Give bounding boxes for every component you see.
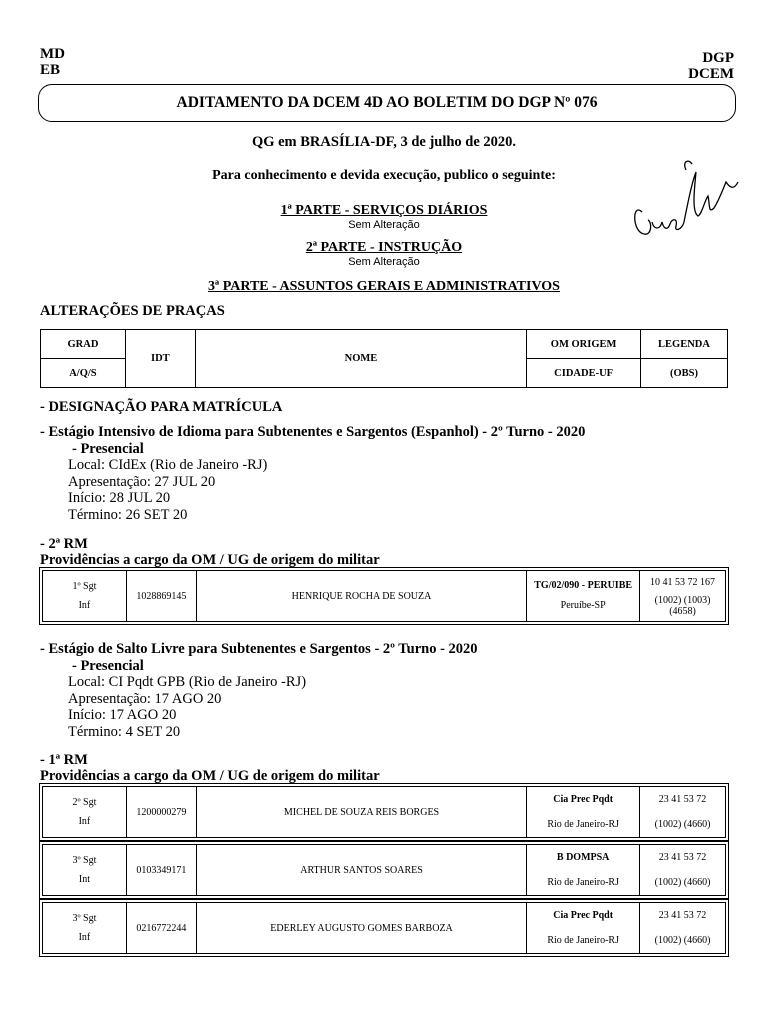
part-2 xyxy=(0,240,768,268)
course-1-termino: Término: 26 SET 20 xyxy=(68,506,188,523)
record-nome: HENRIQUE ROCHA DE SOUZA xyxy=(196,571,526,622)
record-om-cidade xyxy=(527,787,640,838)
record-cidade: Peruíbe-SP xyxy=(560,600,606,611)
record-aqs: Inf xyxy=(78,932,91,943)
record-om-cidade xyxy=(527,845,640,896)
record-om: Cia Prec Pqdt xyxy=(553,910,614,921)
record-grad: 2º Sgt xyxy=(72,797,97,808)
record-grad-aqs xyxy=(43,845,127,896)
record-nome: ARTHUR SANTOS SOARES xyxy=(196,845,526,896)
legend-nome: NOME xyxy=(195,330,526,388)
course-1 xyxy=(40,424,740,523)
course-2-region-block xyxy=(40,752,380,784)
record-aqs: Inf xyxy=(78,816,91,827)
record-row xyxy=(42,902,726,954)
course-2-apresentacao: Apresentação: 17 AGO 20 xyxy=(68,690,222,707)
course-1-apresentacao: Apresentação: 27 JUL 20 xyxy=(68,473,216,490)
course-1-providencias: Providências a cargo da OM / UG de origem do militar xyxy=(40,552,380,568)
record-leg2: (1002) (4660) xyxy=(654,935,711,946)
record-grad-aqs xyxy=(43,903,127,954)
course-2-mode: - Presencial xyxy=(72,658,144,674)
record-row xyxy=(42,844,726,896)
legend-obs: (OBS) xyxy=(641,359,728,388)
org-left xyxy=(40,46,65,78)
record-legenda xyxy=(640,903,726,954)
org-right-line2: DCEM xyxy=(688,66,734,82)
course-1-region-block xyxy=(40,536,380,568)
record-leg2: (1002) (1003) (4658) xyxy=(654,594,711,617)
legend-idt: IDT xyxy=(125,330,195,388)
legend-om-origem: OM ORIGEM xyxy=(527,330,641,359)
record-idt: 0216772244 xyxy=(126,903,196,954)
part-3 xyxy=(0,279,768,295)
course-1-title: - Estágio Intensivo de Idioma para Subtenentes e Sargentos (Espanhol) - 2º Turno - 2020 xyxy=(40,424,586,440)
legend-legenda: LEGENDA xyxy=(641,330,728,359)
record-cidade: Rio de Janeiro-RJ xyxy=(547,935,619,946)
legend-table xyxy=(40,329,728,388)
intro-text: Para conhecimento e devida execução, publico o seguinte: xyxy=(212,168,556,183)
record-aqs: Int xyxy=(78,874,90,885)
record-idt: 1200000279 xyxy=(126,787,196,838)
record-row xyxy=(42,570,726,622)
record-leg1: 23 41 53 72 xyxy=(658,910,707,921)
record-grad: 3º Sgt xyxy=(72,913,97,924)
record-legenda xyxy=(640,787,726,838)
legend-cidade-uf: CIDADE-UF xyxy=(527,359,641,388)
record-legenda xyxy=(640,845,726,896)
place-date: QG em BRASÍLIA-DF, 3 de julho de 2020. xyxy=(251,134,517,150)
record-leg1: 23 41 53 72 xyxy=(658,794,707,805)
course-2-region: - 1ª RM xyxy=(40,752,88,768)
course-2-providencias: Providências a cargo da OM / UG de origem do militar xyxy=(40,768,380,784)
record-leg1: 23 41 53 72 xyxy=(658,852,707,863)
part-2-title: 2ª PARTE - INSTRUÇÃO xyxy=(305,240,463,255)
record-om: B DOMPSA xyxy=(556,852,610,863)
org-left-line2: EB xyxy=(40,62,61,78)
record-leg1: 10 41 53 72 167 xyxy=(650,576,716,588)
legend-grad: GRAD xyxy=(41,330,126,359)
record-nome: MICHEL DE SOUZA REIS BORGES xyxy=(196,787,526,838)
course-1-local: Local: CIdEx (Rio de Janeiro -RJ) xyxy=(68,457,268,473)
record-grad-aqs xyxy=(43,787,127,838)
record-legenda xyxy=(640,571,726,622)
course-2-termino: Término: 4 SET 20 xyxy=(68,723,181,740)
record-om: TG/02/090 - PERUIBE xyxy=(534,580,633,591)
record-row xyxy=(42,786,726,838)
title-box xyxy=(38,84,736,122)
course-2-local: Local: CI Pqdt GPB (Rio de Janeiro -RJ) xyxy=(68,674,307,690)
org-right-line1: DGP xyxy=(702,50,734,66)
record-grad: 3º Sgt xyxy=(72,855,97,866)
org-right xyxy=(688,50,734,82)
record-cidade: Rio de Janeiro-RJ xyxy=(547,819,619,830)
record-aqs: Inf xyxy=(78,600,91,611)
signature-icon xyxy=(622,152,742,252)
record-leg2: (1002) (4660) xyxy=(654,819,711,830)
record-om: Cia Prec Pqdt xyxy=(553,794,614,805)
course-1-mode: - Presencial xyxy=(72,441,144,457)
record-idt: 1028869145 xyxy=(126,571,196,622)
course-2-inicio: Início: 17 AGO 20 xyxy=(68,707,177,723)
part-1-note: Sem Alteração xyxy=(348,219,420,231)
record-grad: 1º Sgt xyxy=(72,581,97,592)
record-leg2: (1002) (4660) xyxy=(654,877,711,888)
legend-aqs: A/Q/S xyxy=(41,359,126,388)
record-cidade: Rio de Janeiro-RJ xyxy=(547,877,619,888)
org-left-line1: MD xyxy=(40,46,65,62)
part-1-title: 1ª PARTE - SERVIÇOS DIÁRIOS xyxy=(280,203,488,218)
record-om-cidade xyxy=(527,571,640,622)
document-title: ADITAMENTO DA DCEM 4D AO BOLETIM DO DGP Nº 076 xyxy=(176,94,598,111)
part-2-note: Sem Alteração xyxy=(348,256,420,268)
record-nome: EDERLEY AUGUSTO GOMES BARBOZA xyxy=(196,903,526,954)
part-1 xyxy=(0,203,768,231)
designacao-heading: - DESIGNAÇÃO PARA MATRÍCULA xyxy=(40,399,283,415)
record-om-cidade xyxy=(527,903,640,954)
record-idt: 0103349171 xyxy=(126,845,196,896)
course-2-title: - Estágio de Salto Livre para Subtenentes e Sargentos - 2º Turno - 2020 xyxy=(40,641,478,657)
course-1-region: - 2ª RM xyxy=(40,536,88,552)
course-1-inicio: Início: 28 JUL 20 xyxy=(68,490,171,506)
alteracoes-heading: ALTERAÇÕES DE PRAÇAS xyxy=(40,303,225,319)
record-grad-aqs xyxy=(43,571,127,622)
course-2 xyxy=(40,641,740,740)
part-3-title: 3ª PARTE - ASSUNTOS GERAIS E ADMINISTRATIVOS xyxy=(208,279,560,294)
